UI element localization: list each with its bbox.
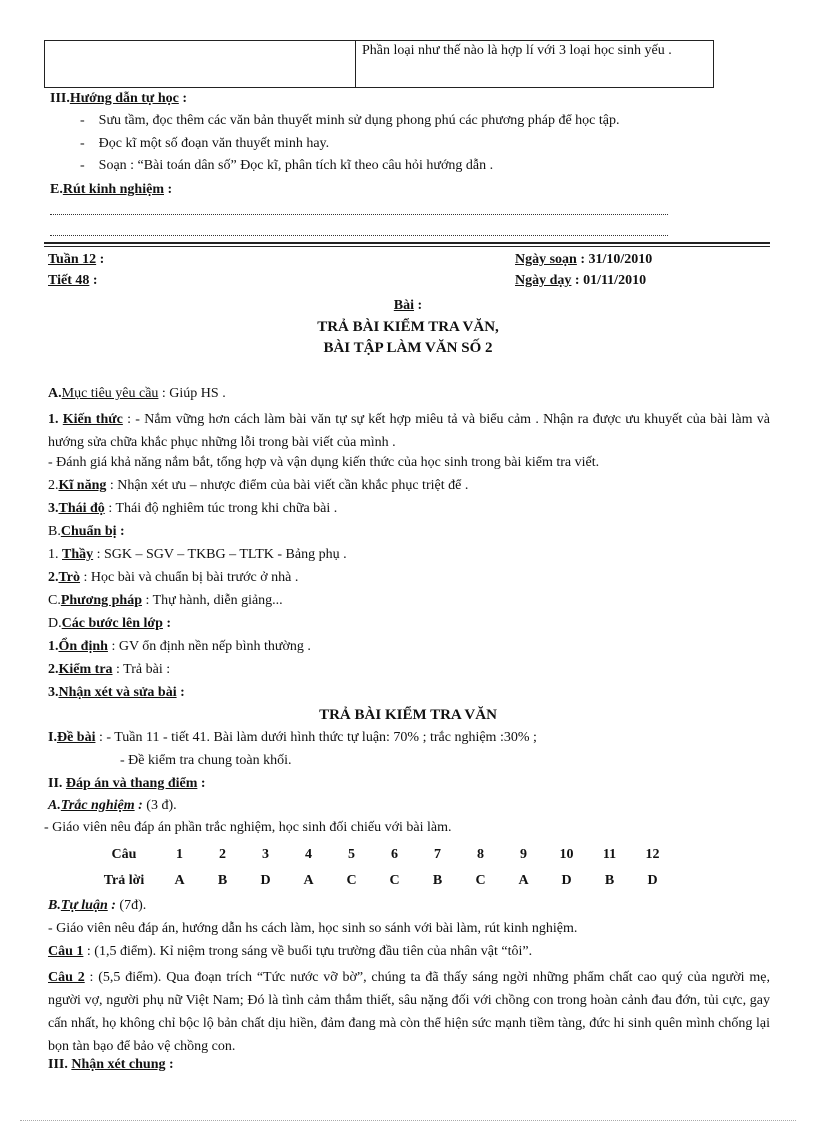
question-number: 7	[434, 847, 441, 862]
thai-do-number: 3.	[48, 501, 59, 516]
answer-cell: C	[389, 873, 400, 888]
section-e-heading	[50, 181, 172, 199]
kiem-tra-number: 2.	[48, 662, 59, 677]
cau-1-label: Câu 1	[48, 944, 84, 959]
phuong-phap-line	[48, 592, 283, 610]
ngay-day-line	[515, 272, 646, 290]
question-number: 10	[559, 847, 574, 862]
phuong-phap-text: : Thự hành, diễn giảng...	[141, 593, 283, 608]
thai-do-line	[48, 500, 337, 518]
answer-cell: A	[303, 873, 314, 888]
ngay-soan-line	[515, 251, 652, 269]
answer-table-row-answers	[90, 868, 674, 894]
section-3-item-3-text: Soạn : “Bài toán dân số” Đọc kĩ, phân tích kĩ theo câu hỏi hướng dẫn .	[98, 158, 494, 173]
section-b-colon: :	[116, 524, 125, 539]
bai-colon: :	[414, 298, 423, 313]
cau-2-paragraph	[48, 966, 770, 1058]
cau-1-text: : (1,5 điểm). Kỉ niệm trong sáng về buổi tựu trường đầu tiên của nhân vật “tôi”.	[83, 944, 533, 959]
divider-thin	[44, 246, 770, 247]
section-a-rest: : Giúp HS .	[158, 386, 226, 401]
cau-2-text: : (5,5 điểm). Qua đoạn trích “Tức nước vỡ bờ”, chúng ta đã thấy sáng ngời những phẩm chất cao quý của người mẹ, người vợ, người phụ nữ Việt Nam; Đó là tình cảm thắm thiết, sâu nặng đối với chồng con trong hoàn cảnh đau đớn, tủi cực, gay cấn nhất, họ không chỉ bộc lộ bản chất dịu hiền, đảm đang mà còn thể hiện sức mạnh tiềm tàng, đức hi sinh quên mình chống lại bọn tàn bạo để bảo vệ chồng con.	[48, 970, 770, 1054]
bai-label-text: Bài	[393, 298, 415, 313]
cau-1-line	[48, 943, 532, 961]
trac-nghiem-prefix: A.	[48, 798, 61, 813]
nhan-xet-chung-heading	[48, 1056, 174, 1074]
answer-cell: D	[561, 873, 572, 888]
top-table-left-cell	[45, 41, 356, 88]
section-3-title: Hướng dẫn tự học	[69, 91, 179, 106]
dotted-line-1	[50, 214, 668, 215]
ki-nang-line	[48, 477, 468, 495]
nhan-xet-chung-prefix: III.	[48, 1057, 72, 1072]
nhan-xet-chung-colon: :	[165, 1057, 174, 1072]
tuan-line	[48, 251, 104, 269]
kien-thuc-label: Kiến thức	[62, 412, 123, 427]
answer-cell: D	[260, 873, 271, 888]
question-number: 1	[176, 847, 183, 862]
top-table	[44, 40, 714, 88]
on-dinh-text: : GV ổn định nền nếp bình thường .	[107, 639, 311, 654]
question-number: 9	[520, 847, 527, 862]
thai-do-text: : Thái độ nghiêm túc trong khi chữa bài .	[104, 501, 338, 516]
question-number: 12	[645, 847, 660, 862]
kien-thuc-paragraph	[48, 408, 770, 454]
answer-cell: B	[604, 873, 615, 888]
tiet-line	[48, 272, 98, 290]
section-3-item-1-text: Sưu tầm, đọc thêm các văn bản thuyết minh sử dụng phong phú các phương pháp để học tập.	[98, 113, 620, 128]
top-table-right-cell: Phần loại như thế nào là hợp lí với 3 loại học sinh yếu .	[356, 41, 714, 88]
dap-an-colon: :	[197, 776, 206, 791]
de-bai-text: : - Tuần 11 - tiết 41. Bài làm dưới hình thức tự luận: 70% ; trắc nghiệm :30% ;	[95, 730, 537, 745]
section-a-heading	[48, 385, 226, 403]
tu-luan-heading	[48, 897, 146, 915]
lesson-title-1: TRẢ BÀI KIỂM TRA VĂN,	[317, 319, 499, 335]
divider-thick	[44, 242, 770, 244]
trac-nghiem-colon: :	[134, 798, 143, 813]
section-d-title: Các bước lên lớp	[61, 616, 163, 631]
dap-an-heading	[48, 775, 206, 793]
answer-cell: A	[174, 873, 185, 888]
section-3-item-1: - Sưu tầm, đọc thêm các văn bản thuyết minh sử dụng phong phú các phương pháp để học tập.	[80, 113, 620, 128]
tuan-label: Tuần 12	[48, 252, 97, 267]
section-e-colon: :	[164, 182, 173, 197]
nhan-xet-colon: :	[176, 685, 185, 700]
question-number: 3	[262, 847, 269, 862]
dap-an-prefix: II.	[48, 776, 66, 791]
trac-nghiem-points: (3 đ).	[142, 798, 177, 813]
answer-cell: C	[475, 873, 486, 888]
kiem-tra-text: : Trả bài :	[112, 662, 171, 677]
section-3-item-3: - Soạn : “Bài toán dân số” Đọc kĩ, phân tích kĩ theo câu hỏi hướng dẫn .	[80, 158, 494, 173]
nhan-xet-chung-label: Nhận xét chung	[71, 1057, 166, 1072]
tu-luan-points: (7đ).	[115, 898, 147, 913]
dap-an-label: Đáp án và thang điểm	[65, 776, 198, 791]
ki-nang-label: Kĩ năng	[58, 478, 107, 493]
question-number: 8	[477, 847, 484, 862]
lesson-title-2: BÀI TẬP LÀM VĂN SỐ 2	[323, 340, 493, 356]
thay-label: Thầy	[62, 547, 94, 562]
ngay-soan-value: : 31/10/2010	[576, 252, 653, 267]
section-b-heading	[48, 523, 125, 541]
cau-2-label: Câu 2	[48, 970, 85, 985]
de-bai-prefix: I.	[48, 730, 57, 745]
de-bai-line	[48, 729, 537, 747]
tro-label: Trò	[58, 570, 81, 585]
ngay-soan-label: Ngày soạn	[515, 252, 577, 267]
section-3-item-2: - Đọc kĩ một số đoạn văn thuyết minh hay.	[80, 136, 330, 151]
answer-cell: A	[518, 873, 529, 888]
section-d-colon: :	[162, 616, 172, 631]
section-3-colon: :	[178, 91, 187, 106]
kiem-tra-line	[48, 661, 170, 679]
trac-nghiem-desc: - Giáo viên nêu đáp án phần trắc nghiệm, học sinh đối chiếu với bài làm.	[44, 820, 452, 835]
ki-nang-text: : Nhận xét ưu – nhược điểm của bài viết cần khắc phục triệt để .	[106, 478, 469, 493]
kien-thuc-text: : - Nắm vững hơn cách làm bài văn tự sự kết hợp miêu tả và biểu cảm . Nhận ra được ưu khuyết của bài làm và hướng sửa chữa khắc phục những lỗi trong bài viết của mình .	[48, 412, 771, 450]
page-bottom-edge	[20, 1120, 796, 1121]
nhan-xet-line	[48, 684, 185, 702]
phuong-phap-label: Phương pháp	[60, 593, 142, 608]
on-dinh-line	[48, 638, 311, 656]
answer-cell: C	[346, 873, 357, 888]
question-number: 5	[348, 847, 355, 862]
tro-text: : Học bài và chuẩn bị bài trước ở nhà .	[80, 570, 299, 585]
section-b-title: Chuẩn bị	[60, 524, 117, 539]
tuan-colon: :	[96, 252, 105, 267]
on-dinh-number: 1.	[48, 639, 59, 654]
answer-cell: B	[432, 873, 443, 888]
thai-do-label: Thái độ	[58, 501, 105, 516]
section-e-prefix: E.	[50, 182, 63, 197]
question-number: 6	[391, 847, 398, 862]
tu-luan-colon: :	[107, 898, 116, 913]
question-number: 11	[602, 847, 617, 862]
section-b-prefix: B.	[48, 524, 61, 539]
tra-bai-heading: TRẢ BÀI KIỂM TRA VĂN	[319, 707, 497, 723]
answer-cell: B	[217, 873, 228, 888]
tra-loi-label: Trả lời	[103, 873, 145, 888]
tu-luan-desc: - Giáo viên nêu đáp án, hướng dẫn hs cách làm, học sinh so sánh với bài làm, rút kinh nghiệm.	[48, 921, 578, 936]
cau-label: Câu	[111, 847, 137, 862]
ngay-day-label: Ngày dạy	[515, 273, 572, 288]
nhan-xet-number: 3.	[48, 685, 59, 700]
ngay-day-value: : 01/11/2010	[571, 273, 647, 288]
answer-cell: D	[647, 873, 658, 888]
tro-number: 2.	[48, 570, 59, 585]
de-bai-line-2: - Đề kiểm tra chung toàn khối.	[120, 753, 292, 768]
question-number: 4	[305, 847, 312, 862]
on-dinh-label: Ổn định	[58, 639, 108, 654]
trac-nghiem-label: Trắc nghiệm	[60, 798, 135, 813]
thay-number: 1.	[48, 547, 62, 562]
section-a-title: Mục tiêu yêu cầu	[61, 386, 159, 401]
answer-table	[90, 842, 674, 894]
tiet-colon: :	[89, 273, 98, 288]
section-d-prefix: D.	[48, 616, 62, 631]
kiem-tra-label: Kiểm tra	[58, 662, 113, 677]
section-a-prefix: A.	[48, 386, 62, 401]
section-3-item-2-text: Đọc kĩ một số đoạn văn thuyết minh hay.	[98, 136, 330, 151]
dotted-line-2	[50, 235, 668, 236]
kien-thuc-number: 1.	[48, 412, 63, 427]
de-bai-label: Đề bài	[56, 730, 96, 745]
tu-luan-label: Tự luận	[60, 898, 108, 913]
tu-luan-prefix: B.	[48, 898, 61, 913]
ki-nang-number: 2.	[48, 478, 59, 493]
tro-line	[48, 569, 298, 587]
bai-label	[0, 297, 816, 315]
danh-gia-line: - Đánh giá khả năng nắm bắt, tổng hợp và vận dụng kiến thức của học sinh trong bài kiểm tra viết.	[48, 455, 600, 470]
section-d-heading	[48, 615, 171, 633]
trac-nghiem-heading	[48, 797, 177, 815]
phuong-phap-prefix: C.	[48, 593, 61, 608]
question-number: 2	[219, 847, 226, 862]
thay-line	[48, 546, 347, 564]
tiet-label: Tiết 48	[48, 273, 90, 288]
section-3-number: III.	[50, 91, 70, 106]
section-e-title: Rút kinh nghiệm	[62, 182, 164, 197]
answer-table-row-numbers	[90, 842, 674, 868]
thay-text: : SGK – SGV – TKBG – TLTK - Bảng phụ .	[93, 547, 347, 562]
nhan-xet-label: Nhận xét và sửa bài	[58, 685, 177, 700]
section-3-heading	[50, 90, 187, 108]
